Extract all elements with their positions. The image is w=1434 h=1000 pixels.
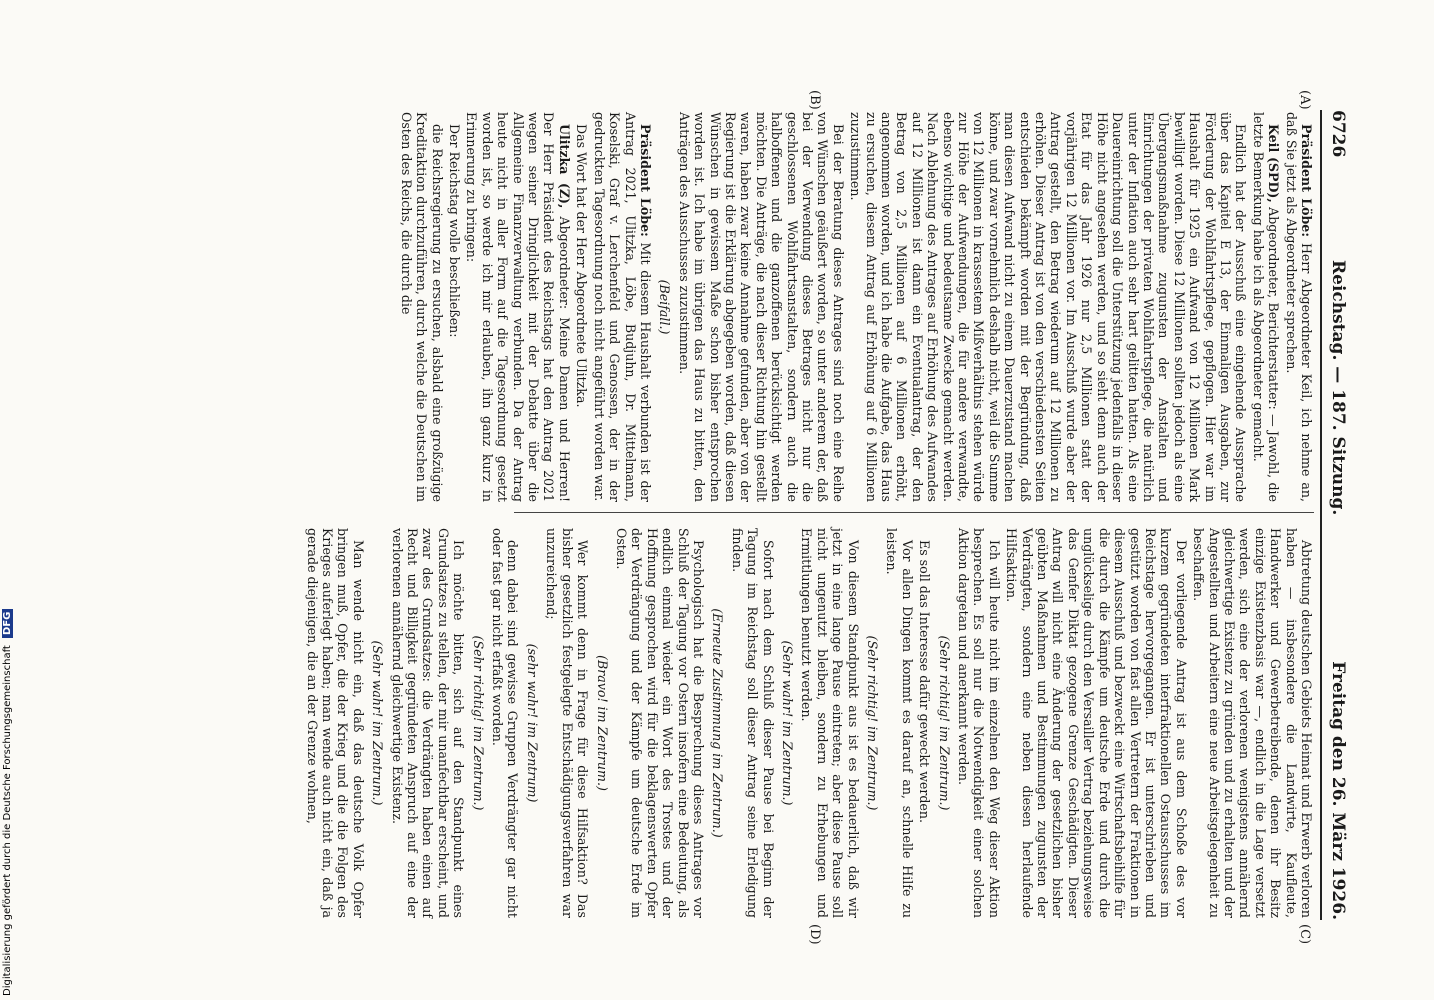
interjection: (Sehr richtig! im Zentrum.)	[470, 635, 486, 811]
paragraph: Psychologisch hat die Besprechung dieses Antrages vor Schluß der Tagung vor Ostern insofern eine Bedeutung, als endlich einmal wieder ein Wort des Trostes und der Hoffnung gesprochen wird für die beklagenswerten Opfer der Verdrängung und der Kämpfe um deutsche Erde im Osten.	[613, 528, 706, 918]
paragraph: Bei der Beratung dieses Antrages sind noch eine Reihe von Wünschen geäußert worden, so unter anderem der, daß bei der Verwendung dieses Betrages nicht nur die geschlossenen Wohlfahrtsanstalten, sondern auch die halboffenen und die ganzoffenen berücksichtigt werden möchten. Die Anträge, die nach dieser Richtung hin gestellt waren, haben zwar keine Annahme gefunden, aber von der Regierung ist die Erklärung abgegeben worden, daß diesen Wünschen in gewissem Maße schon bisher entsprochen worden ist. Ich habe im übrigen das Haus zu bitten, den Anträgen des Ausschusses zuzustimmen.	[676, 112, 846, 502]
paragraph: Ich möchte bitten, sich auf den Standpunkt eines Grundsatzes zu stellen, der mir unanfechtbar erscheint, und zwar des Grundsatzes: die Verdrängten haben einen auf Recht und Billigkeit gegründeten Anspruch auf eine der verlorenen annähernd gleichwertige Existenz.	[389, 528, 467, 918]
interjection: (sehr wahr! im Zentrum)	[524, 643, 540, 803]
paragraph: Von diesem Standpunkt aus ist es bedauerlich, daß wir jetzt in eine lange Pause eintreten; aber diese Pause soll nicht ungenutzt bleiben, sondern zu Erhebungen und Ermittlungen benutzt werden.	[799, 528, 861, 918]
paragraph: Vor allen Dingen kommt es darauf an, schnelle Hilfe zu leisten.	[884, 528, 915, 918]
paragraph: Endlich hat der Ausschuß eine eingehende Aussprache über das Kapitel E 13, der Einmaligen Ausgaben, zur Förderung der Wohlfahrtspflege, gepflogen. Hier war im Haushalt für 1925 ein Aufwand von 12 Millionen Mark bewilligt worden. Diese 12 Millionen sollten jedoch als eine Übergangsmaßnahme zugunsten der Anstalten und Einrichtungen der privaten Wohlfahrtspflege, die natürlich unter der Inflation auch sehr hart gelitten hatten. Als eine Dauereinrichtung soll die Unterstützung jedenfalls in dieser Höhe nicht angesehen werden, und so sieht denn auch der Etat für das Jahr 1926 nur 2,5 Millionen statt der vorjährigen 12 Millionen vor. Im Ausschuß wurde aber der Antrag gestellt, den Betrag wiederum auf 12 Millionen zu erhöhen. Dieser Antrag ist von den verschiedensten Seiten entschieden bekämpft worden mit der Begründung, daß man diesen Aufwand nicht zu einem Dauerzustand machen könne, und zwar vornehmlich deshalb nicht, weil die Summe von 12 Millionen in krassestem Mißverhältnis stehen würde zur Höhe der Aufwendungen, die für andere verwandte, ebenso wichtige und bedeutsame Zwecke gemacht werden. Nach Ablehnung des Antrages auf Erhöhung des Aufwandes auf 12 Millionen ist dann ein Eventualantrag, der den Betrag von 2,5 Millionen auf 6 Millionen erhöht, angenommen worden, und ich habe die Aufgabe, das Haus zu ersuchen, diesem Antrag auf Erhöhung auf 6 Millionen zuzustimmen.	[848, 112, 1249, 502]
paragraph: denn dabei sind gewisse Gruppen Verdrängter gar nicht oder fast gar nicht erfaßt worden.	[490, 528, 521, 918]
speech-text: Herr Abgeordneter Keil, ich nehme an, daß Sie jetzt als Abgeordneter sprechen.	[1283, 112, 1314, 503]
speech-text: Abgeordneter: Meine Damen und Herren! Der Herr Präsident des Reichstags hat den Antrag 2021 wegen seiner Dringlichkeit mit der Debatte über die Allgemeine Finanzverwaltung verbunden. Da der Antrag heute nicht in aller Form auf die Tagesordnung gesetzt worden ist, so werde ich mir erlauben, ihn ganz kurz in Erinnerung zu bringen:	[464, 112, 572, 502]
page-number: 6726	[1328, 110, 1348, 158]
paragraph: Wer kommt denn in Frage für diese Hilfsaktion? Das bisher gesetzlich festgelegte Entschädigungsverfahren war unzureichend;	[544, 528, 591, 918]
speech-paragraph	[591, 112, 653, 502]
session-date: Freitag den 26. März 1926.	[1328, 661, 1348, 920]
paragraph: Abtretung deutschen Gebiets Heimat und Erwerb verloren haben — insbesondere die Landwirte, Kaufleute, Handwerker und Gewerbetreibende, denen ihr Besitz einzige Existenzbasis war —, endlich in die Lage versetzt werden, sich eine der verlorenen wenigstens annähernd gleichwertige Existenz zu gründen und zu erhalten und der Angestellten und Arbeitern eine neue Arbeitsgelegenheit zu beschaffen.	[1191, 528, 1314, 918]
paragraph: Es soll das Interesse dafür geweckt werden.	[917, 540, 933, 823]
interjection: (Erneute Zustimmung im Zentrum.)	[710, 608, 726, 838]
speech-paragraph	[464, 112, 572, 502]
paragraph: Der vorliegende Antrag ist aus dem Schoße des vor kurzem gegründeten interfraktionellen Ostausschusses im Reichstage hervorgegangen. Er ist unterschrieben und gestützt worden von fast allen Vertretern der Fraktionen in diesem Ausschuß und bezweckt eine Wirtschaftsbeihilfe für die durch die Kämpfe um deutsche Erde und durch die unglückselige durch den Versailler Vertrag beziehungsweise das Genfer Diktat gezogene Grenze Geschädigten. Dieser Antrag will nicht eine Änderung der gesetzlichen bisher geübten Maßnahmen und Bestimmungen zugunsten der Verdrängten, sondern eine neben diesen herlaufende Hilfsaktion.	[1004, 528, 1189, 918]
session-title: Reichstag. — 187. Sitzung.	[1328, 260, 1348, 516]
paragraph: Sofort nach dem Schluß dieser Pause bei Beginn der Tagung im Reichstag soll dieser Antrag seine Erledigung finden.	[729, 528, 776, 918]
interjection: (Bravo! im Zentrum.)	[594, 655, 610, 791]
speech-text: Mit diesem Haushalt verbunden ist der Antrag 2021, Ulitzka, Löbe, Budjuhn, Dr. Mittelmann, Koselski, Graf v. Lerchenfeld und Genossen, der in der gedruckten Tagesordnung noch nicht angeführt worden war.	[591, 112, 653, 502]
dfg-logo: DFG	[2, 609, 13, 638]
speech-paragraph	[1283, 112, 1314, 502]
interjection: (Sehr richtig! im Zentrum.)	[865, 635, 881, 811]
column-divider	[514, 512, 1314, 513]
page-header	[1322, 110, 1352, 920]
interjection: (Sehr wahr! im Zentrum.)	[780, 640, 795, 806]
margin-marker-b: (B)	[807, 90, 822, 110]
margin-marker-a: (A)	[1297, 90, 1312, 110]
paragraph: Man wende nicht ein, daß das deutsche Volk Opfer bringen muß, Opfer, die der Krieg und die die Folgen des Krieges auferlegt haben; man wende auch nicht ein, daß ja gerade diejenigen, die an der Grenze wohnen,	[304, 528, 366, 918]
speaker-name: Ulitzka (Z),	[556, 124, 572, 209]
paragraph: die Reichsregierung zu ersuchen, alsbald eine großzügige Kreditaktion durchzuführen, durch welche die Deutschen im Osten des Reichs, die durch die	[398, 112, 445, 502]
paragraph: Das Wort hat der Herr Abgeordnete Ulitzka.	[574, 124, 590, 408]
left-column	[396, 112, 1314, 502]
speech-paragraph	[1250, 112, 1281, 502]
credit-text: Digitalisierung gefördert durch die Deutsche Forschungsgemeinschaft	[2, 645, 13, 996]
right-column	[302, 528, 1314, 918]
margin-marker-d: (D)	[807, 924, 822, 945]
interjection: (Sehr richtig! im Zentrum.)	[936, 635, 952, 811]
footer-credit	[2, 596, 16, 996]
interjection: (Sehr wahr! im Zentrum.)	[370, 640, 386, 806]
speech-text: Abgeordneter, Berichterstatter: — Jawohl, die letzte Bemerkung habe ich als Abgeordneter gemacht.	[1250, 112, 1282, 502]
paragraph: Ich will heute nicht im einzelnen den Weg dieser Aktion besprechen. Es soll nur die Notwendigkeit einer solchen Aktion dargetan und anerkannt werden.	[956, 528, 1002, 918]
header-rule	[1320, 110, 1322, 920]
interjection: (Beifall.)	[657, 279, 673, 335]
speaker-name: Präsident Löbe:	[637, 124, 653, 237]
paragraph: Der Reichstag wolle beschließen:	[447, 124, 463, 338]
speaker-name: Keil (SPD),	[1266, 124, 1282, 203]
margin-marker-c: (C)	[1297, 924, 1312, 945]
speaker-name: Präsident Löbe:	[1299, 124, 1314, 237]
